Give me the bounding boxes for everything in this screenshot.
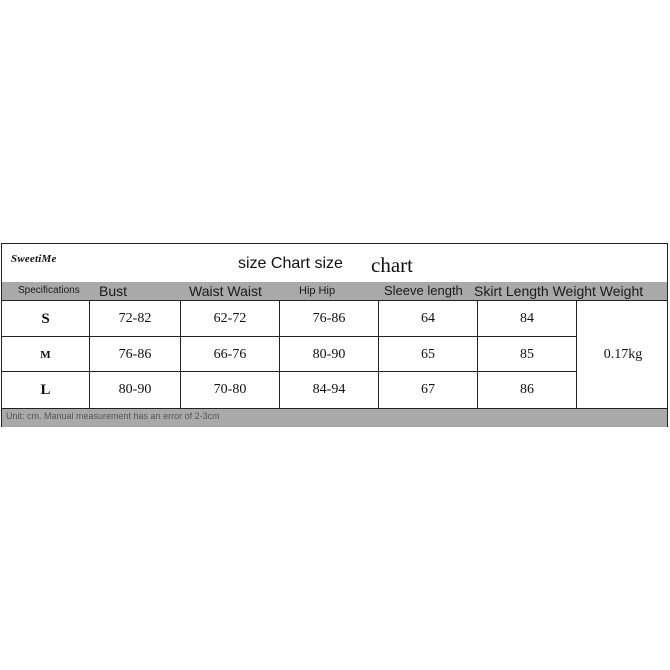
brand-logo: SweetiMe bbox=[11, 253, 57, 265]
bust-value: 72-82 bbox=[118, 311, 152, 326]
footer-bar bbox=[2, 408, 667, 427]
size-label: M bbox=[40, 349, 51, 361]
hip-value: 76-86 bbox=[312, 311, 346, 326]
header-hip: Hip Hip bbox=[299, 285, 336, 297]
chart-title: size Chart size bbox=[238, 255, 343, 272]
waist-value: 70-80 bbox=[213, 382, 247, 397]
sleeve-value: 65 bbox=[421, 347, 435, 362]
waist-value: 66-76 bbox=[213, 347, 247, 362]
bust-value: 80-90 bbox=[118, 382, 152, 397]
header-bust: Bust bbox=[99, 283, 128, 299]
weight-value: 0.17kg bbox=[603, 347, 643, 362]
size-label: L bbox=[40, 382, 51, 398]
sleeve-value: 64 bbox=[421, 311, 435, 326]
hip-value: 84-94 bbox=[312, 382, 346, 397]
measurement-note: Unit: cm. Manual measurement has an error of 2-3cm bbox=[6, 411, 220, 421]
title-bar bbox=[2, 244, 667, 283]
header-waist: Waist Waist bbox=[189, 283, 262, 299]
size-chart bbox=[1, 243, 668, 427]
chart-title-suffix: chart bbox=[371, 253, 413, 277]
skirt-value: 86 bbox=[520, 382, 534, 397]
skirt-value: 85 bbox=[520, 347, 534, 362]
sleeve-value: 67 bbox=[421, 382, 435, 397]
header-skirt-length-weight: Skirt Length Weight Weight bbox=[474, 283, 644, 299]
header-specifications: Specifications bbox=[18, 285, 80, 296]
waist-value: 62-72 bbox=[213, 311, 247, 326]
skirt-value: 84 bbox=[520, 311, 534, 326]
size-label: S bbox=[41, 311, 50, 327]
header-row bbox=[2, 282, 667, 301]
bust-value: 76-86 bbox=[118, 347, 152, 362]
header-sleeve-length: Sleeve length bbox=[384, 283, 463, 298]
hip-value: 80-90 bbox=[312, 347, 346, 362]
